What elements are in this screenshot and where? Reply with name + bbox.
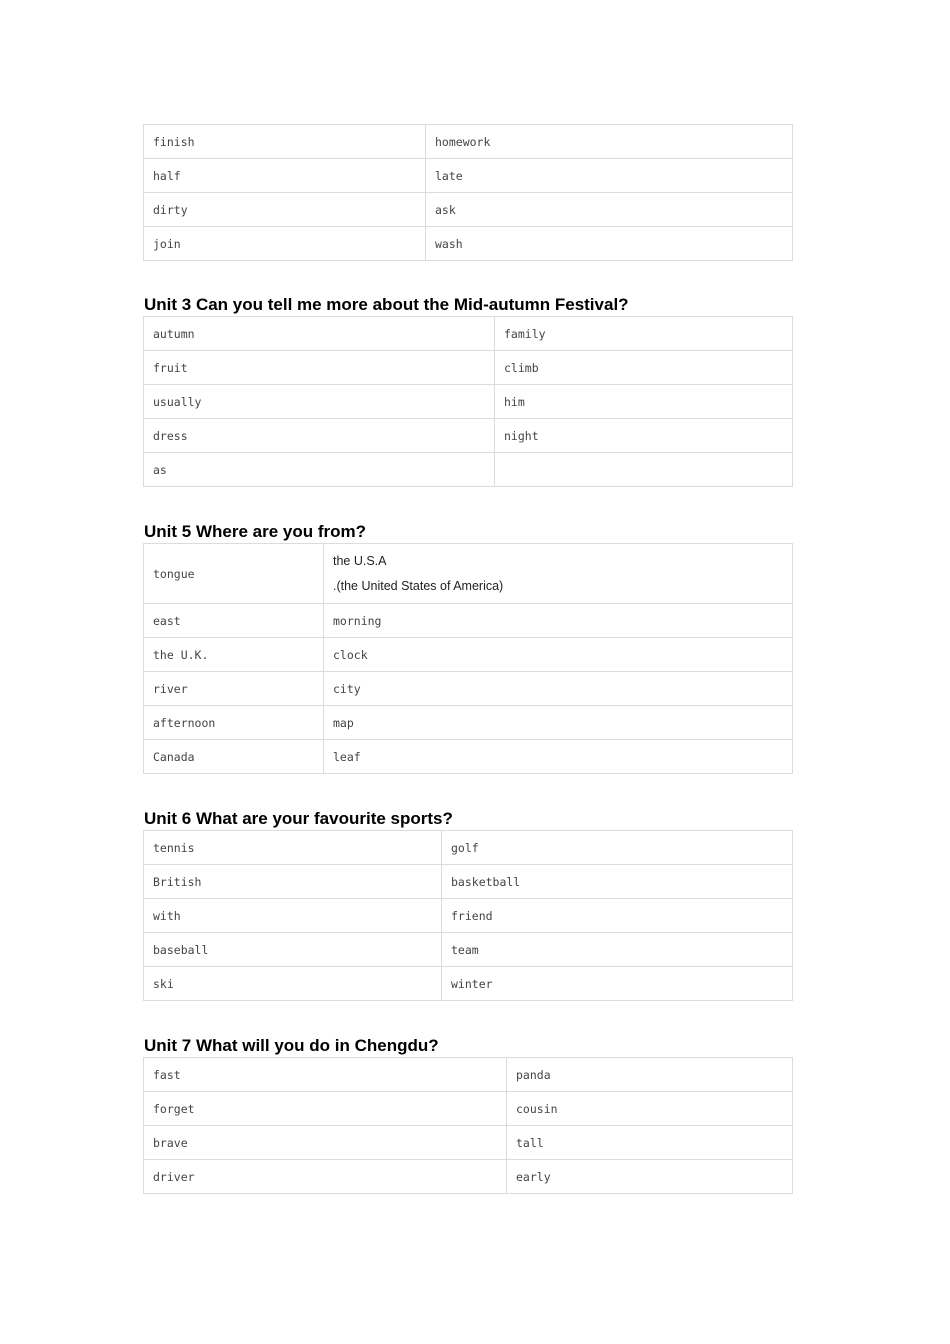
word-cell [495, 453, 793, 487]
unit5-heading: Unit 5 Where are you from? [144, 522, 366, 541]
table-row [144, 544, 793, 604]
table-row [144, 604, 793, 638]
word-cell: fruit [144, 351, 495, 385]
word-cell: late [426, 159, 793, 193]
word-cell: afternoon [144, 706, 324, 740]
table-row [144, 740, 793, 774]
unit6-vocab-table [143, 830, 793, 1001]
word-cell: forget [144, 1092, 507, 1126]
unit5-vocab-table [143, 543, 793, 774]
word-cell: golf [442, 831, 793, 865]
table-row [144, 419, 793, 453]
word-cell: baseball [144, 933, 442, 967]
word-cell: with [144, 899, 442, 933]
table-row [144, 672, 793, 706]
word-line: .(the United States of America) [333, 578, 504, 593]
word-cell: driver [144, 1160, 507, 1194]
vocab-section-top [143, 124, 792, 261]
word-cell: river [144, 672, 324, 706]
word-cell: team [442, 933, 793, 967]
table-row [144, 899, 793, 933]
unit3-heading: Unit 3 Can you tell me more about the Mid-autumn Festival? [144, 295, 629, 314]
word-cell: morning [324, 604, 793, 638]
word-cell: fast [144, 1058, 507, 1092]
word-line: the U.S.A [333, 553, 387, 568]
word-cell: dirty [144, 193, 426, 227]
word-cell: tall [507, 1126, 793, 1160]
table-row [144, 317, 793, 351]
word-cell [324, 544, 793, 604]
word-cell: wash [426, 227, 793, 261]
table-row [144, 865, 793, 899]
word-cell: finish [144, 125, 426, 159]
word-cell: as [144, 453, 495, 487]
table-row [144, 159, 793, 193]
unit7-heading: Unit 7 What will you do in Chengdu? [144, 1036, 439, 1055]
word-cell: family [495, 317, 793, 351]
table-row [144, 933, 793, 967]
word-cell: ski [144, 967, 442, 1001]
word-cell: dress [144, 419, 495, 453]
word-cell: friend [442, 899, 793, 933]
word-cell: join [144, 227, 426, 261]
table-row [144, 638, 793, 672]
vocab-table-top [143, 124, 793, 261]
table-row [144, 1126, 793, 1160]
word-cell: usually [144, 385, 495, 419]
word-cell: city [324, 672, 793, 706]
word-cell: panda [507, 1058, 793, 1092]
table-row [144, 706, 793, 740]
unit5-section [143, 521, 792, 774]
word-cell: homework [426, 125, 793, 159]
table-row [144, 1058, 793, 1092]
table-row [144, 967, 793, 1001]
word-cell: brave [144, 1126, 507, 1160]
table-row [144, 351, 793, 385]
table-row [144, 385, 793, 419]
word-cell: British [144, 865, 442, 899]
word-cell: climb [495, 351, 793, 385]
word-cell: tennis [144, 831, 442, 865]
word-cell: autumn [144, 317, 495, 351]
word-cell: night [495, 419, 793, 453]
unit6-section [143, 808, 792, 1001]
word-cell: clock [324, 638, 793, 672]
table-row [144, 831, 793, 865]
word-cell: early [507, 1160, 793, 1194]
word-cell: Canada [144, 740, 324, 774]
unit3-vocab-table [143, 316, 793, 487]
unit7-section [143, 1035, 792, 1194]
word-cell: leaf [324, 740, 793, 774]
word-cell: him [495, 385, 793, 419]
unit3-section [143, 294, 792, 487]
word-cell: the U.K. [144, 638, 324, 672]
unit7-vocab-table [143, 1057, 793, 1194]
word-cell: map [324, 706, 793, 740]
table-row [144, 1160, 793, 1194]
word-cell: basketball [442, 865, 793, 899]
word-cell: half [144, 159, 426, 193]
word-cell: winter [442, 967, 793, 1001]
word-cell: tongue [144, 544, 324, 604]
table-row [144, 453, 793, 487]
table-row [144, 193, 793, 227]
unit6-heading: Unit 6 What are your favourite sports? [144, 809, 453, 828]
word-cell: ask [426, 193, 793, 227]
table-row [144, 1092, 793, 1126]
table-row [144, 227, 793, 261]
word-cell: east [144, 604, 324, 638]
table-row [144, 125, 793, 159]
word-cell: cousin [507, 1092, 793, 1126]
